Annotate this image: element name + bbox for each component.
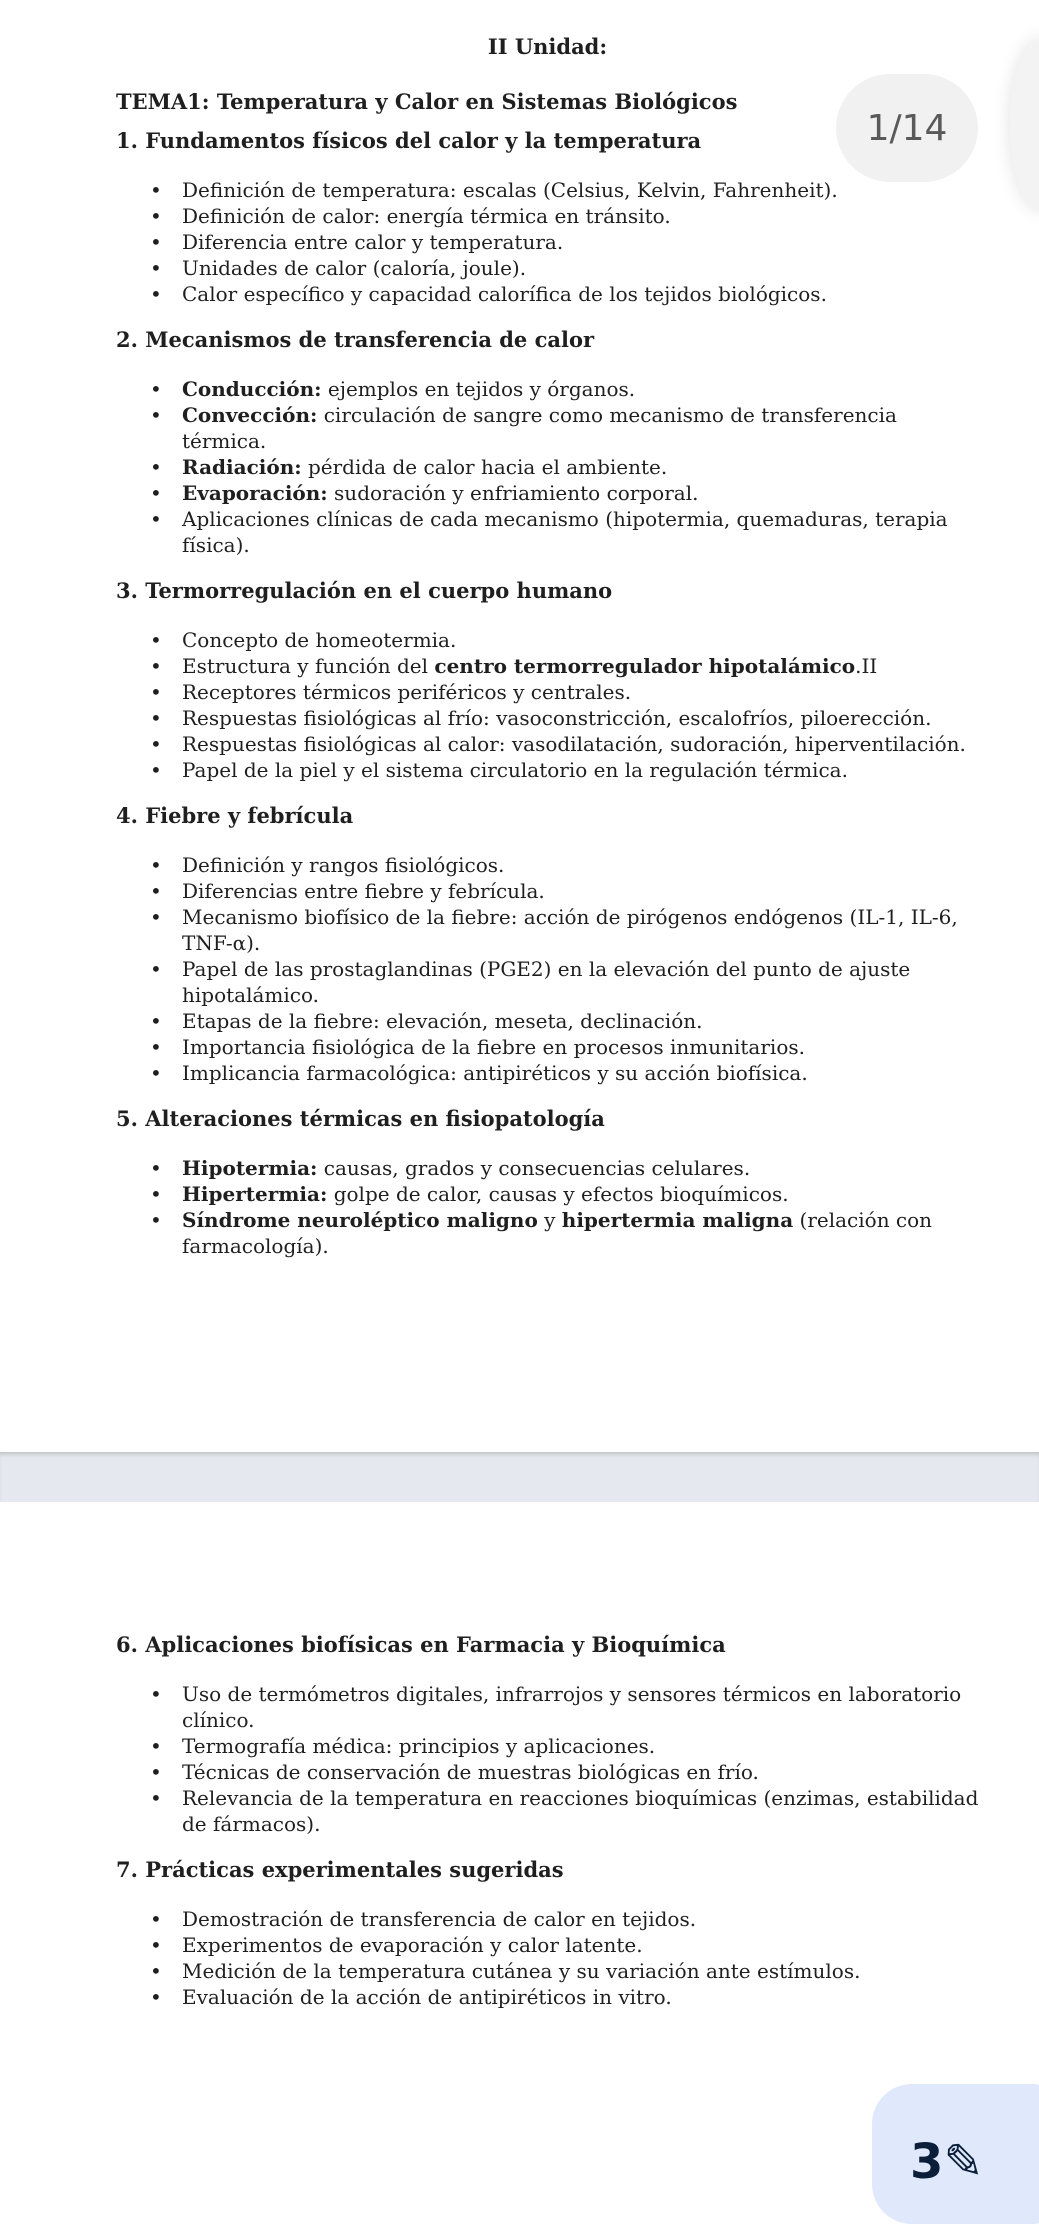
list-item: • Papel de las prostaglandinas (PGE2) en la elevación del punto de ajuste hipotalámico.: [182, 956, 979, 1008]
list-item: • Receptores térmicos periféricos y centrales.: [182, 679, 979, 705]
list-item: • Definición y rangos fisiológicos.: [182, 852, 979, 878]
list-item: • Demostración de transferencia de calor en tejidos.: [182, 1906, 979, 1932]
list-item: • Experimentos de evaporación y calor latente.: [182, 1932, 979, 1958]
list-item: • Calor específico y capacidad calorífica de los tejidos biológicos.: [182, 281, 979, 307]
item-text: circulación de sangre como mecanismo de transferencia térmica.: [182, 403, 897, 453]
section: [116, 1106, 979, 1259]
list-item: [182, 480, 979, 506]
item-text: causas, grados y consecuencias celulares.: [317, 1156, 751, 1180]
bullet-list: [116, 177, 979, 307]
section-title: 5. Alteraciones térmicas en fisiopatología: [116, 1106, 605, 1131]
list-item: • Aplicaciones clínicas de cada mecanismo (hipotermia, quemaduras, terapia física).: [182, 506, 979, 558]
sections-list: [116, 1632, 979, 2010]
item-text: golpe de calor, causas y efectos bioquímicos.: [327, 1182, 789, 1206]
page-2-content: [116, 1632, 979, 2030]
list-item: [182, 402, 979, 454]
item-label: Evaporación:: [182, 481, 328, 505]
section: [116, 1632, 979, 1837]
bullet-list: [116, 376, 979, 558]
page-separator: [0, 1452, 1039, 1502]
topic-title: TEMA1: Temperatura y Calor en Sistemas Biológicos: [116, 89, 738, 114]
page-indicator: 1/14: [836, 74, 978, 182]
list-item: • Técnicas de conservación de muestras biológicas en frío.: [182, 1759, 979, 1785]
pencil-icon: 3✎: [910, 2134, 984, 2190]
list-item: • Evaluación de la acción de antipiréticos in vitro.: [182, 1984, 979, 2010]
list-item: • Unidades de calor (caloría, joule).: [182, 255, 979, 281]
sections-list: [116, 128, 979, 1259]
section: [116, 1857, 979, 2010]
item-label: Síndrome neuroléptico maligno: [182, 1208, 538, 1232]
item-label: Radiación:: [182, 455, 302, 479]
list-item: • Termografía médica: principios y aplicaciones.: [182, 1733, 979, 1759]
section-title: 3. Termorregulación en el cuerpo humano: [116, 578, 613, 603]
section-title: 1. Fundamentos físicos del calor y la temperatura: [116, 128, 702, 153]
list-item: • Papel de la piel y el sistema circulatorio en la regulación térmica.: [182, 757, 979, 783]
bullet-list: [116, 1155, 979, 1259]
item-text: y: [537, 1208, 562, 1232]
section-title: 7. Prácticas experimentales sugeridas: [116, 1857, 564, 1882]
list-item: [182, 1155, 979, 1181]
item-text: .II: [855, 654, 878, 678]
bullet-list: [116, 627, 979, 783]
bullet-list: [116, 1681, 979, 1837]
bullet-list: [116, 1906, 979, 2010]
item-label: Hipotermia:: [182, 1156, 318, 1180]
item-text: (relación con farmacología).: [182, 1208, 933, 1258]
item-bold-text: centro termorregulador hipotalámico: [434, 654, 856, 678]
list-item: • Concepto de homeotermia.: [182, 627, 979, 653]
item-label: Conducción:: [182, 377, 322, 401]
item-label: Convección:: [182, 403, 318, 427]
item-text: pérdida de calor hacia el ambiente.: [301, 455, 668, 479]
list-item: • Medición de la temperatura cutánea y su variación ante estímulos.: [182, 1958, 979, 1984]
list-item: [182, 376, 979, 402]
page-1-content: [116, 30, 979, 1279]
list-item: • Mecanismo biofísico de la fiebre: acción de pirógenos endógenos (IL-1, IL-6, TNF-α).: [182, 904, 979, 956]
document-page-2: [0, 1502, 1039, 2165]
item-text: Estructura y función del: [182, 654, 435, 678]
list-item: • Relevancia de la temperatura en reacciones bioquímicas (enzimas, estabilidad de fármacos).: [182, 1785, 979, 1837]
item-label: hipertermia maligna: [561, 1208, 794, 1232]
item-text: ejemplos en tejidos y órganos.: [321, 377, 636, 401]
fab-icon-text: 3: [910, 2134, 944, 2190]
section-title: 4. Fiebre y febrícula: [116, 803, 354, 828]
list-item: • Importancia fisiológica de la fiebre en procesos inmunitarios.: [182, 1034, 979, 1060]
list-item: • Etapas de la fiebre: elevación, meseta, declinación.: [182, 1008, 979, 1034]
list-item: • Implicancia farmacológica: antipiréticos y su acción biofísica.: [182, 1060, 979, 1086]
edit-fab-button[interactable]: [872, 2084, 1039, 2224]
bullet-list: [116, 852, 979, 1086]
list-item: [182, 1181, 979, 1207]
item-label: Hipertermia:: [182, 1182, 328, 1206]
unit-title: II Unidad:: [487, 34, 608, 59]
list-item: • Definición de temperatura: escalas (Celsius, Kelvin, Fahrenheit).: [182, 177, 979, 203]
list-item: [182, 454, 979, 480]
item-text: sudoración y enfriamiento corporal.: [327, 481, 699, 505]
section: [116, 578, 979, 783]
list-item: • Uso de termómetros digitales, infrarrojos y sensores térmicos en laboratorio clínico.: [182, 1681, 979, 1733]
section: [116, 803, 979, 1086]
list-item: [182, 653, 979, 679]
section: [116, 327, 979, 558]
list-item: • Respuestas fisiológicas al calor: vasodilatación, sudoración, hiperventilación.: [182, 731, 979, 757]
section-title: 6. Aplicaciones biofísicas en Farmacia y Bioquímica: [116, 1632, 726, 1657]
side-panel-edge: [1010, 40, 1039, 210]
list-item: • Respuestas fisiológicas al frío: vasoconstricción, escalofríos, piloerección.: [182, 705, 979, 731]
list-item: • Diferencias entre fiebre y febrícula.: [182, 878, 979, 904]
list-item: [182, 1207, 979, 1259]
list-item: • Definición de calor: energía térmica en tránsito.: [182, 203, 979, 229]
section-title: 2. Mecanismos de transferencia de calor: [116, 327, 595, 352]
list-item: • Diferencia entre calor y temperatura.: [182, 229, 979, 255]
